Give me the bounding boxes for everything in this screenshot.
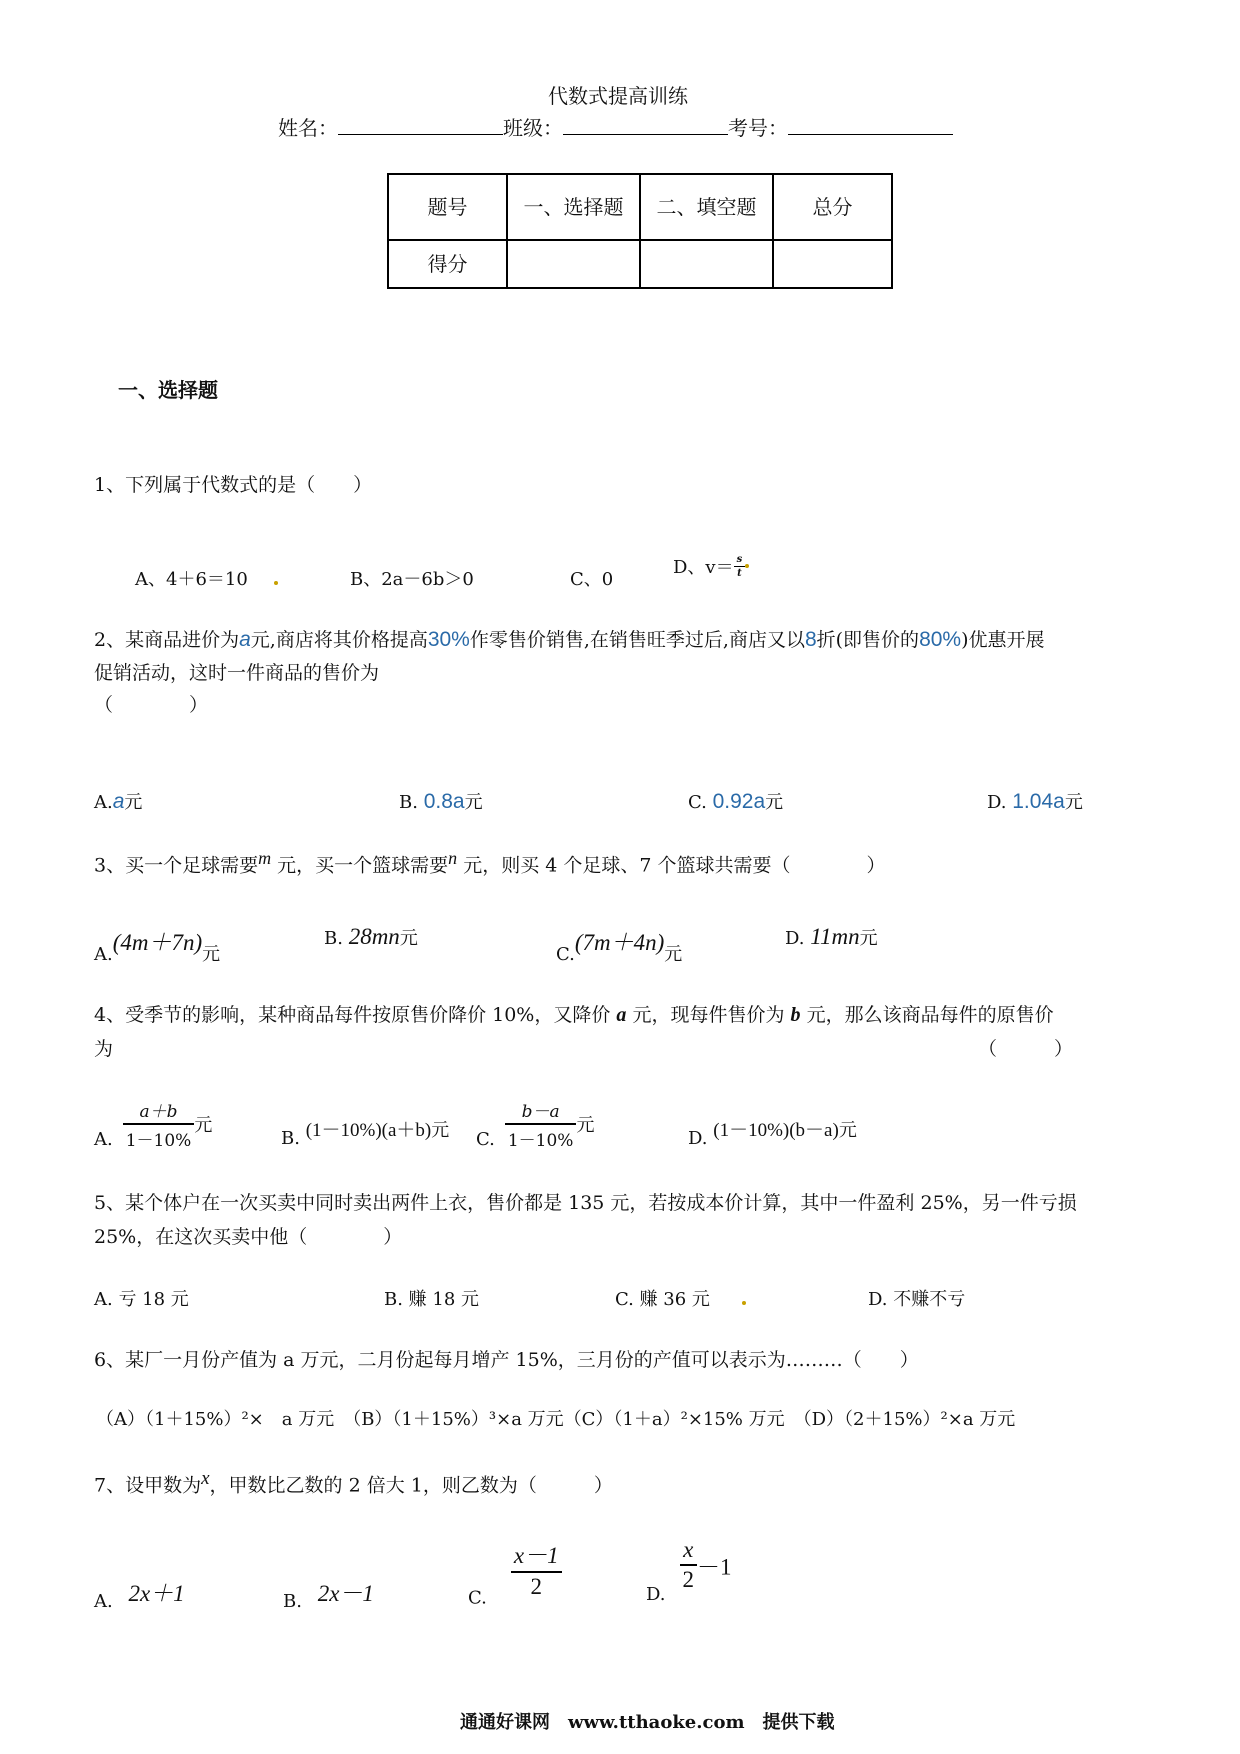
- q7-option-a: A. 2x＋1: [94, 1581, 185, 1612]
- question-4-answer-paren: （ ）: [978, 1038, 1074, 1060]
- name-label: 姓名：: [278, 116, 338, 140]
- table-cell: 题号: [388, 174, 507, 240]
- question-3-stem: 3、买一个足球需要m 元，买一个篮球需要n 元，则买 4 个足球、7 个篮球共需要（ ）: [94, 848, 886, 877]
- question-7-stem: 7、设甲数为x，甲数比乙数的 2 倍大 1，则乙数为（ ）: [94, 1468, 613, 1497]
- table-cell: 得分: [388, 240, 507, 288]
- score-table-score-row: [388, 240, 892, 288]
- q4-option-b: B. (1－10%)(a＋b)元: [281, 1120, 450, 1149]
- q4-option-c: C. $\frac{b-a}{1-10\%}$ 元: [476, 1102, 595, 1151]
- question-4-stem-line-1: 4、受季节的影响，某种商品每件按原售价降价 10%，又降价 a 元，现每件售价为 b 元，那么该商品每件的原售价: [94, 1004, 1054, 1026]
- name-blank[interactable]: [338, 116, 503, 135]
- question-1-stem: 1、下列属于代数式的是（ ）: [94, 474, 373, 496]
- section-heading: 一、选择题: [118, 378, 218, 402]
- q3-option-b: B. 28mn元: [324, 924, 418, 949]
- question-2-answer-paren: （ ）: [94, 694, 209, 716]
- q7-option-b: B. 2x－1: [283, 1581, 374, 1612]
- score-table-header-row: [388, 174, 892, 240]
- q2-option-d: D. 1.04a元: [987, 790, 1083, 813]
- q4-option-a: A. $\frac{a+b}{1-10\%}$ 元: [94, 1102, 213, 1151]
- table-cell: 总分: [773, 174, 892, 240]
- q3-option-c: C.(7m＋4n)元: [556, 930, 683, 965]
- question-5-stem-line-2: 25%，在这次买卖中他（ ）: [94, 1226, 403, 1248]
- q3-option-d: D. 11mn元: [785, 924, 878, 949]
- score-cell[interactable]: [773, 240, 892, 288]
- q5-option-b: B. 赚 18 元: [384, 1289, 480, 1310]
- score-cell[interactable]: [640, 240, 773, 288]
- table-cell: 一、选择题: [507, 174, 640, 240]
- exam-number-blank[interactable]: [788, 116, 953, 135]
- student-info-line: [278, 112, 953, 141]
- q1-option-a: A、4＋6＝10: [135, 565, 278, 591]
- score-cell[interactable]: [507, 240, 640, 288]
- question-6-options: （A）（1＋15%）²× a 万元 （B）（1＋15%）³×a 万元（C）（1＋a）²×15% 万元 （D）（2＋15%）²×a 万元: [96, 1409, 1016, 1430]
- q5-option-d: D. 不赚不亏: [868, 1289, 966, 1310]
- q1-option-c: C、0: [570, 569, 614, 590]
- q7-option-d: D. $\frac{x}{2}$ －1: [646, 1537, 732, 1605]
- question-5-stem-line-1: 5、某个体户在一次买卖中同时卖出两件上衣，售价都是 135 元，若按成本价计算，其中一件盈利 25%，另一件亏损: [94, 1192, 1077, 1214]
- q3-option-a: A.(4m＋7n)元: [94, 930, 221, 965]
- question-4-stem-line-2: 为: [94, 1038, 114, 1060]
- table-cell: 二、填空题: [640, 174, 773, 240]
- class-label: 班级：: [503, 116, 563, 140]
- question-6-stem: 6、某厂一月份产值为 a 万元，二月份起每月增产 15%，三月份的产值可以表示为………（ ）: [94, 1349, 919, 1371]
- q5-option-a: A. 亏 18 元: [94, 1289, 189, 1310]
- exam-number-label: 考号：: [728, 116, 788, 140]
- q1-option-b: B、2a－6b＞0: [350, 569, 474, 590]
- page-title: 代数式提高训练: [548, 84, 688, 108]
- q2-option-c: C. 0.92a元: [688, 790, 784, 813]
- question-2-stem-line-1: 2、某商品进价为a元,商店将其价格提高30%作零售价销售,在销售旺季过后,商店又以8折(即售价的80%)优惠开展: [94, 628, 1045, 651]
- q4-option-d: D. (1－10%)(b－a)元: [688, 1120, 857, 1149]
- class-blank[interactable]: [563, 116, 728, 135]
- page-footer: 通通好课网 www.tthaoke.com 提供下载: [460, 1712, 835, 1733]
- question-2-stem-line-2: 促销活动，这时一件商品的售价为: [94, 662, 380, 684]
- q7-option-c: C. $\frac{x-1}{2}$: [468, 1537, 562, 1608]
- q2-option-b: B. 0.8a元: [399, 790, 483, 813]
- score-table: [387, 173, 893, 289]
- q1-option-d: D、v＝ $\frac{s}{t}$: [673, 553, 749, 579]
- q2-option-a: A.a元: [94, 790, 143, 813]
- q5-option-c: C. 赚 36 元: [615, 1285, 746, 1311]
